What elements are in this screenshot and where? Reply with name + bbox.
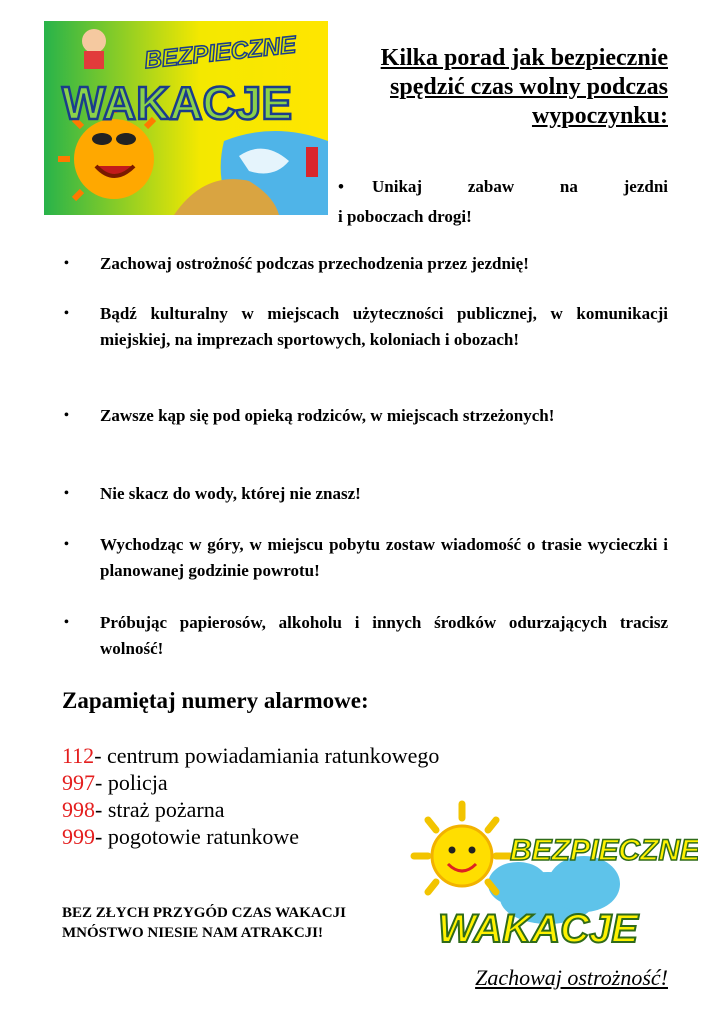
closing-note: Zachowaj ostrożność! <box>475 965 668 990</box>
tip-item <box>62 481 668 507</box>
tip-text: Zachowaj ostrożność podczas przechodzenia przez jezdnię! <box>100 254 529 273</box>
alarm-number: 998 <box>62 797 95 822</box>
bullet: • <box>64 306 69 321</box>
bullet: • <box>64 486 69 501</box>
bullet: • <box>64 408 69 423</box>
alarm-number-list <box>62 742 439 850</box>
alarm-number-item <box>62 823 439 850</box>
bullet: • <box>64 256 69 271</box>
alarm-number: 999 <box>62 824 95 849</box>
alarm-heading: Zapamiętaj numery alarmowe: <box>62 688 369 713</box>
footer-note: BEZ ZŁYCH PRZYGÓD CZAS WAKACJI MNÓSTWO NIESIE NAM ATRAKCJI! <box>62 905 346 941</box>
bullet: • <box>338 177 344 196</box>
tip-item <box>62 251 668 277</box>
header-illustration <box>44 21 328 215</box>
tip-text-line2: i poboczach drogi! <box>338 207 472 226</box>
tip-item <box>62 532 668 584</box>
svg-text:WAKACJE: WAKACJE <box>62 77 293 129</box>
alarm-number-desc: - pogotowie ratunkowe <box>95 824 300 849</box>
wakacje-logo <box>398 798 698 958</box>
tip-item <box>62 403 668 429</box>
bullet: • <box>64 615 69 630</box>
svg-text:BEZPIECZNE: BEZPIECZNE <box>510 834 698 867</box>
tip-item <box>62 301 668 353</box>
svg-text:BEZPIECZNE: BEZPIECZNE <box>143 31 298 75</box>
page-title: Kilka porad jak bezpiecznie spędzić czas wolny podczas wypoczynku: <box>380 45 668 129</box>
tip-text-line1 <box>372 172 668 202</box>
alarm-number-desc: - centrum powiadamiania ratunkowego <box>94 743 440 768</box>
tip-text: Nie skacz do wody, której nie znasz! <box>100 484 361 503</box>
tip-text: Wychodząc w góry, w miejscu pobytu zostaw wiadomość o trasie wycieczki i planowanej godzinie powrotu! <box>100 535 668 580</box>
tip-text: Próbując papierosów, alkoholu i innych środków odurzających tracisz wolność! <box>100 613 668 658</box>
alarm-number-item <box>62 796 439 823</box>
tip-item <box>62 610 668 662</box>
alarm-number: 112 <box>62 743 95 768</box>
bullet: • <box>64 537 69 552</box>
alarm-number: 997 <box>62 770 95 795</box>
tip-text: Zawsze kąp się pod opieką rodziców, w miejscach strzeżonych! <box>100 406 555 425</box>
svg-text:WAKACJE: WAKACJE <box>438 907 639 951</box>
alarm-number-item <box>62 742 439 769</box>
tip-item <box>338 172 668 232</box>
tip-text: Unikaj zabaw na jezdni <box>372 177 668 196</box>
tip-text: Bądź kulturalny w miejscach użyteczności publicznej, w komunikacji miejskiej, na imprezach sportowych, koloniach i obozach! <box>100 304 668 349</box>
alarm-number-desc: - policja <box>95 770 168 795</box>
alarm-number-desc: - straż pożarna <box>95 797 225 822</box>
alarm-number-item <box>62 769 439 796</box>
